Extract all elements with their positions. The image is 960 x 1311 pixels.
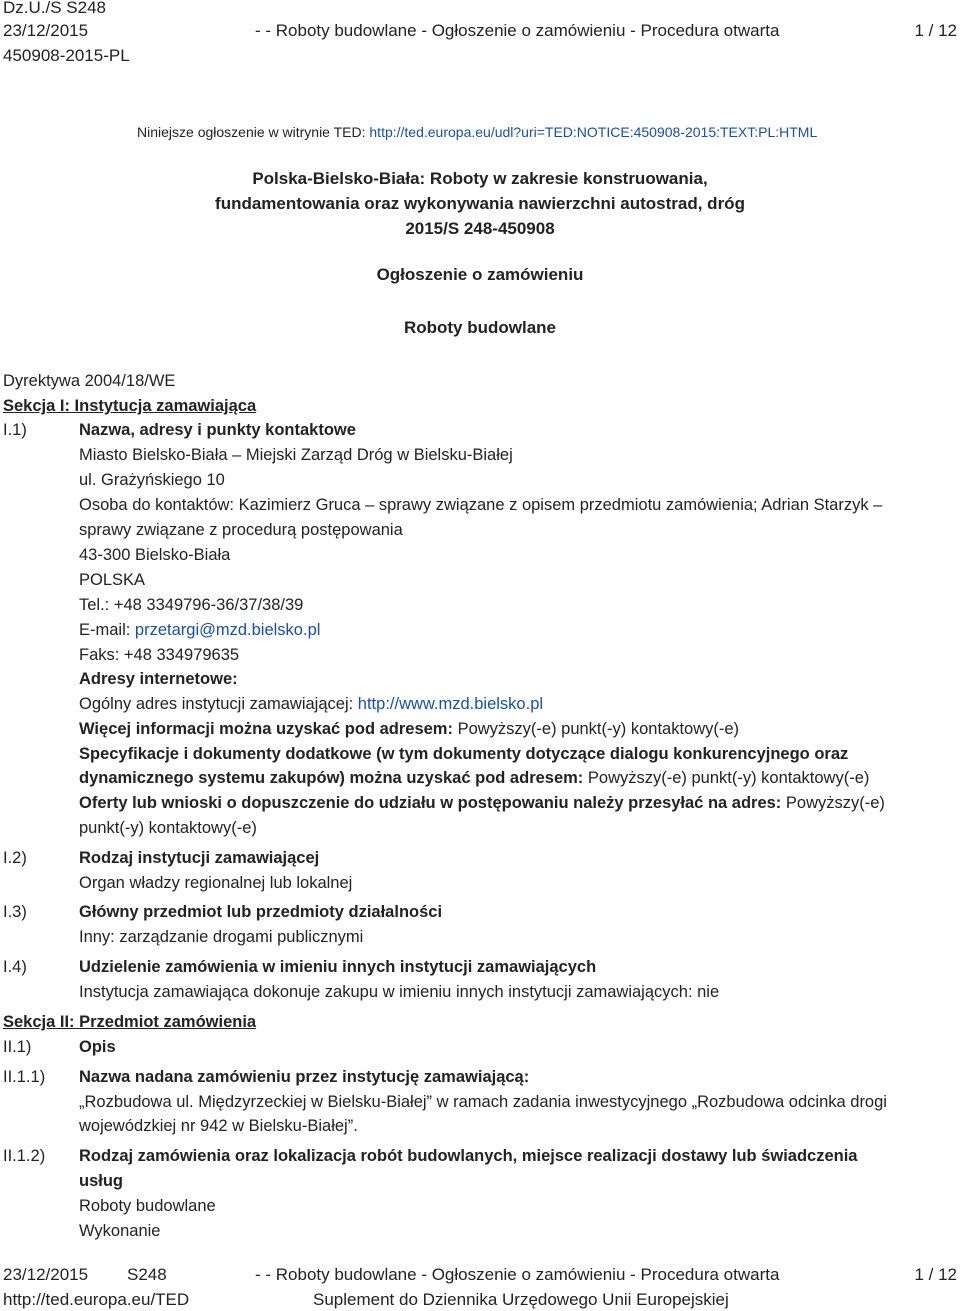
i3-value: Inny: zarządzanie drogami publicznymi bbox=[79, 928, 364, 946]
i2-value: Organ władzy regionalnej lub lokalnej bbox=[79, 874, 353, 892]
footer-site[interactable]: http://ted.europa.eu/TED bbox=[3, 1290, 190, 1309]
more-info bbox=[79, 717, 739, 742]
contact-line-2: sprawy związane z procedurą postępowania bbox=[79, 521, 403, 539]
title-line-3: 2015/S 248-450908 bbox=[405, 219, 555, 238]
spec-line-2 bbox=[79, 766, 869, 791]
more-info-label: Więcej informacji można uzyskać pod adresem: bbox=[79, 720, 458, 738]
offers-value-2: punkt(-y) kontaktowy(-e) bbox=[79, 819, 257, 837]
i4-number: I.4) bbox=[3, 958, 27, 976]
ii12-value-2: Wykonanie bbox=[79, 1222, 161, 1240]
i3-label: Główny przedmiot lub przedmioty działalności bbox=[79, 903, 443, 921]
ii12-label-1: Rodzaj zamówienia oraz lokalizacja robót budowlanych, miejsce realizacji dostawy lub świadczenia bbox=[79, 1147, 858, 1165]
ted-notice-prefix: Niniejsze ogłoszenie w witrynie TED: bbox=[137, 124, 370, 140]
notice-category: Roboty budowlane bbox=[403, 318, 557, 337]
i4-label: Udzielenie zamówienia w imieniu innych instytucji zamawiających bbox=[79, 958, 597, 976]
ted-notice bbox=[137, 123, 817, 141]
general-address-link[interactable]: http://www.mzd.bielsko.pl bbox=[357, 695, 544, 713]
ii1-number: II.1) bbox=[3, 1038, 32, 1056]
ii11-value-2: wojewódzkiej nr 942 w Bielsku-Białej”. bbox=[79, 1117, 358, 1135]
more-info-value: Powyższy(-e) punkt(-y) kontaktowy(-e) bbox=[457, 720, 740, 738]
spec-value: Powyższy(-e) punkt(-y) kontaktowy(-e) bbox=[587, 769, 870, 787]
notice-type: Ogłoszenie o zamówieniu bbox=[376, 265, 584, 284]
footer-date: 23/12/2015 bbox=[3, 1265, 89, 1284]
header-journal: Dz.U./S S248 bbox=[3, 0, 106, 17]
email-label: E-mail: bbox=[79, 621, 135, 639]
institution-email bbox=[79, 618, 320, 643]
footer-title: - - Roboty budowlane - Ogłoszenie o zamówieniu - Procedura otwarta bbox=[255, 1265, 780, 1284]
footer-page: 1 / 12 bbox=[914, 1265, 957, 1284]
general-address bbox=[79, 692, 543, 717]
i1-label: Nazwa, adresy i punkty kontaktowe bbox=[79, 421, 356, 439]
offers-line-1 bbox=[79, 791, 885, 816]
ted-notice-link[interactable]: http://ted.europa.eu/udl?uri=TED:NOTICE:450908-2015:TEXT:PL:HTML bbox=[369, 124, 818, 140]
i2-label: Rodzaj instytucji zamawiającej bbox=[79, 849, 320, 867]
contact-line-1: Osoba do kontaktów: Kazimierz Gruca – sprawy związane z opisem przedmiotu zamówienia; Adrian Starzyk – bbox=[79, 496, 883, 514]
i3-number: I.3) bbox=[3, 903, 27, 921]
institution-name: Miasto Bielsko-Biała – Miejski Zarząd Dróg w Bielsku-Białej bbox=[79, 446, 513, 464]
header-docid: 450908-2015-PL bbox=[3, 46, 130, 65]
ii12-number: II.1.2) bbox=[3, 1147, 46, 1165]
directive: Dyrektywa 2004/18/WE bbox=[3, 372, 176, 390]
general-address-label: Ogólny adres instytucji zamawiającej: bbox=[79, 695, 358, 713]
institution-country: POLSKA bbox=[79, 571, 146, 589]
ii1-label: Opis bbox=[79, 1038, 116, 1056]
header-title: - - Roboty budowlane - Ogłoszenie o zamówieniu - Procedura otwarta bbox=[255, 21, 780, 40]
footer-journal: S248 bbox=[127, 1265, 167, 1284]
institution-fax: Faks: +48 334979635 bbox=[79, 646, 240, 664]
header-page: 1 / 12 bbox=[914, 21, 957, 40]
spec-label-line-1: Specyfikacje i dokumenty dodatkowe (w tym dokumenty dotyczące dialogu konkurencyjnego oraz bbox=[79, 745, 849, 763]
offers-label: Oferty lub wnioski o dopuszczenie do udziału w postępowaniu należy przesyłać na adres: bbox=[79, 794, 786, 812]
section-2-heading: Sekcja II: Przedmiot zamówienia bbox=[3, 1013, 257, 1031]
spec-label-line-2: dynamicznego systemu zakupów) można uzyskać pod adresem: bbox=[79, 769, 588, 787]
i2-number: I.2) bbox=[3, 849, 27, 867]
email-link[interactable]: przetargi@mzd.bielsko.pl bbox=[134, 621, 321, 639]
ii11-label: Nazwa nadana zamówieniu przez instytucję zamawiającą: bbox=[79, 1068, 530, 1086]
ii11-value-1: „Rozbudowa ul. Międzyrzeckiej w Bielsku-Białej” w ramach zadania inwestycyjnego „Rozbudowa odcinka drogi bbox=[79, 1093, 887, 1111]
i1-number: I.1) bbox=[3, 421, 27, 439]
footer-supplement: Suplement do Dziennika Urzędowego Unii Europejskiej bbox=[313, 1290, 729, 1309]
ii12-label-2: usług bbox=[79, 1172, 123, 1190]
ii12-value-1: Roboty budowlane bbox=[79, 1197, 216, 1215]
institution-city: 43-300 Bielsko-Biała bbox=[79, 546, 231, 564]
ii11-number: II.1.1) bbox=[3, 1068, 46, 1086]
internet-label: Adresy internetowe: bbox=[79, 670, 238, 688]
title-line-1: Polska-Bielsko-Biała: Roboty w zakresie konstruowania, bbox=[252, 169, 708, 188]
header-date: 23/12/2015 bbox=[3, 21, 89, 40]
institution-tel: Tel.: +48 3349796-36/37/38/39 bbox=[79, 596, 304, 614]
institution-street: ul. Grażyńskiego 10 bbox=[79, 471, 225, 489]
section-1-heading: Sekcja I: Instytucja zamawiająca bbox=[3, 397, 257, 415]
i4-value: Instytucja zamawiająca dokonuje zakupu w imieniu innych instytucji zamawiających: nie bbox=[79, 983, 720, 1001]
offers-value-1: Powyższy(-e) bbox=[785, 794, 885, 812]
title-line-2: fundamentowania oraz wykonywania nawierzchni autostrad, dróg bbox=[215, 194, 745, 213]
